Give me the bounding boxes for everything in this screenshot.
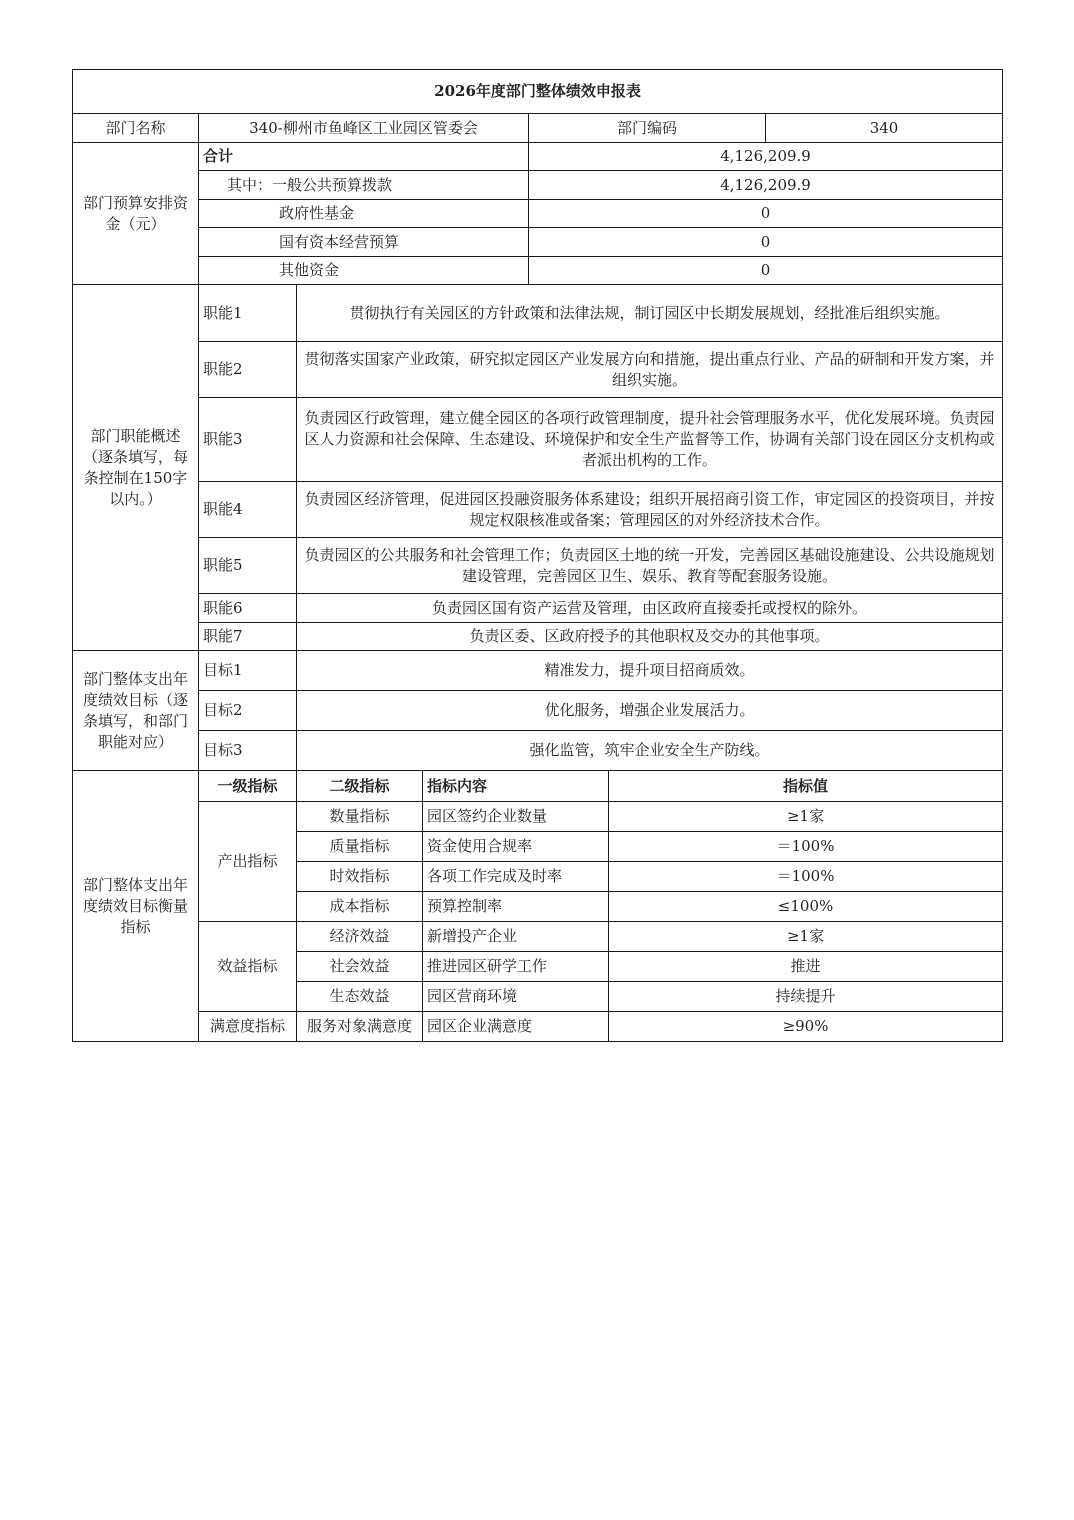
metric-content: 资金使用合规率 bbox=[423, 832, 609, 862]
metric-value: 推进 bbox=[609, 952, 1003, 982]
performance-report-table bbox=[72, 69, 1003, 1042]
goal-label: 目标1 bbox=[199, 651, 297, 691]
metric-level2: 社会效益 bbox=[297, 952, 423, 982]
dept-code-label: 部门编码 bbox=[529, 114, 766, 143]
metrics-header-level1: 一级指标 bbox=[199, 771, 297, 802]
budget-other-label: 其他资金 bbox=[199, 257, 529, 285]
page-title: 2026年度部门整体绩效申报表 bbox=[73, 70, 1003, 114]
metric-level2: 服务对象满意度 bbox=[297, 1012, 423, 1042]
goal-text: 强化监管，筑牢企业安全生产防线。 bbox=[297, 731, 1003, 771]
metric-level1: 产出指标 bbox=[199, 802, 297, 922]
function-label: 职能6 bbox=[199, 594, 297, 623]
metric-content: 各项工作完成及时率 bbox=[423, 862, 609, 892]
dept-name-value: 340-柳州市鱼峰区工业园区管委会 bbox=[199, 114, 529, 143]
metric-content: 新增投产企业 bbox=[423, 922, 609, 952]
metric-level2: 经济效益 bbox=[297, 922, 423, 952]
metric-content: 预算控制率 bbox=[423, 892, 609, 922]
function-text: 负责区委、区政府授予的其他职权及交办的其他事项。 bbox=[297, 623, 1003, 651]
function-label: 职能4 bbox=[199, 482, 297, 538]
metric-content: 园区签约企业数量 bbox=[423, 802, 609, 832]
metric-level2: 数量指标 bbox=[297, 802, 423, 832]
budget-stateowned-value: 0 bbox=[529, 228, 1003, 257]
dept-name-label: 部门名称 bbox=[73, 114, 199, 143]
function-text: 贯彻落实国家产业政策，研究拟定园区产业发展方向和措施，提出重点行业、产品的研制和开发方案，并组织实施。 bbox=[297, 342, 1003, 398]
metric-value: ≥1家 bbox=[609, 922, 1003, 952]
metric-content: 推进园区研学工作 bbox=[423, 952, 609, 982]
function-text: 负责园区经济管理，促进园区投融资服务体系建设；组织开展招商引资工作，审定园区的投资项目，并按规定权限核准或备案；管理园区的对外经济技术合作。 bbox=[297, 482, 1003, 538]
function-text: 贯彻执行有关园区的方针政策和法律法规，制订园区中长期发展规划，经批准后组织实施。 bbox=[297, 285, 1003, 342]
goals-section-label: 部门整体支出年度绩效目标（逐条填写，和部门职能对应） bbox=[73, 651, 199, 771]
goal-label: 目标3 bbox=[199, 731, 297, 771]
metric-level1: 效益指标 bbox=[199, 922, 297, 1012]
metric-value: ≤100% bbox=[609, 892, 1003, 922]
function-label: 职能2 bbox=[199, 342, 297, 398]
budget-general-value: 4,126,209.9 bbox=[529, 171, 1003, 200]
budget-other-value: 0 bbox=[529, 257, 1003, 285]
metrics-header-value: 指标值 bbox=[609, 771, 1003, 802]
goal-text: 精准发力，提升项目招商质效。 bbox=[297, 651, 1003, 691]
metric-value: ≥90% bbox=[609, 1012, 1003, 1042]
metric-content: 园区营商环境 bbox=[423, 982, 609, 1012]
metric-level1: 满意度指标 bbox=[199, 1012, 297, 1042]
function-text: 负责园区行政管理，建立健全园区的各项行政管理制度，提升社会管理服务水平，优化发展环境。负责园区人力资源和社会保障、生态建设、环境保护和安全生产监督等工作，协调有关部门设在园区分支机构或者派出机构的工作。 bbox=[297, 398, 1003, 482]
dept-code-value: 340 bbox=[766, 114, 1003, 143]
metrics-header-content: 指标内容 bbox=[423, 771, 609, 802]
budget-stateowned-label: 国有资本经营预算 bbox=[199, 228, 529, 257]
function-text: 负责园区国有资产运营及管理，由区政府直接委托或授权的除外。 bbox=[297, 594, 1003, 623]
budget-govfund-label: 政府性基金 bbox=[199, 200, 529, 228]
budget-section-label: 部门预算安排资金（元） bbox=[73, 143, 199, 285]
function-label: 职能1 bbox=[199, 285, 297, 342]
metric-value: ＝100% bbox=[609, 862, 1003, 892]
function-label: 职能7 bbox=[199, 623, 297, 651]
goal-text: 优化服务，增强企业发展活力。 bbox=[297, 691, 1003, 731]
metric-level2: 时效指标 bbox=[297, 862, 423, 892]
metric-value: ＝100% bbox=[609, 832, 1003, 862]
budget-total-value: 4,126,209.9 bbox=[529, 143, 1003, 171]
metric-level2: 成本指标 bbox=[297, 892, 423, 922]
budget-govfund-value: 0 bbox=[529, 200, 1003, 228]
function-label: 职能5 bbox=[199, 538, 297, 594]
function-text: 负责园区的公共服务和社会管理工作；负责园区土地的统一开发，完善园区基础设施建设、公共设施规划建设管理，完善园区卫生、娱乐、教育等配套服务设施。 bbox=[297, 538, 1003, 594]
goal-label: 目标2 bbox=[199, 691, 297, 731]
budget-general-label: 其中：一般公共预算拨款 bbox=[199, 171, 529, 200]
metric-level2: 质量指标 bbox=[297, 832, 423, 862]
functions-section-label: 部门职能概述（逐条填写，每条控制在150字以内。） bbox=[73, 285, 199, 651]
metrics-header-level2: 二级指标 bbox=[297, 771, 423, 802]
metric-value: ≥1家 bbox=[609, 802, 1003, 832]
metrics-section-label: 部门整体支出年度绩效目标衡量指标 bbox=[73, 771, 199, 1042]
budget-total-label: 合计 bbox=[199, 143, 529, 171]
metric-content: 园区企业满意度 bbox=[423, 1012, 609, 1042]
function-label: 职能3 bbox=[199, 398, 297, 482]
metric-value: 持续提升 bbox=[609, 982, 1003, 1012]
metric-level2: 生态效益 bbox=[297, 982, 423, 1012]
